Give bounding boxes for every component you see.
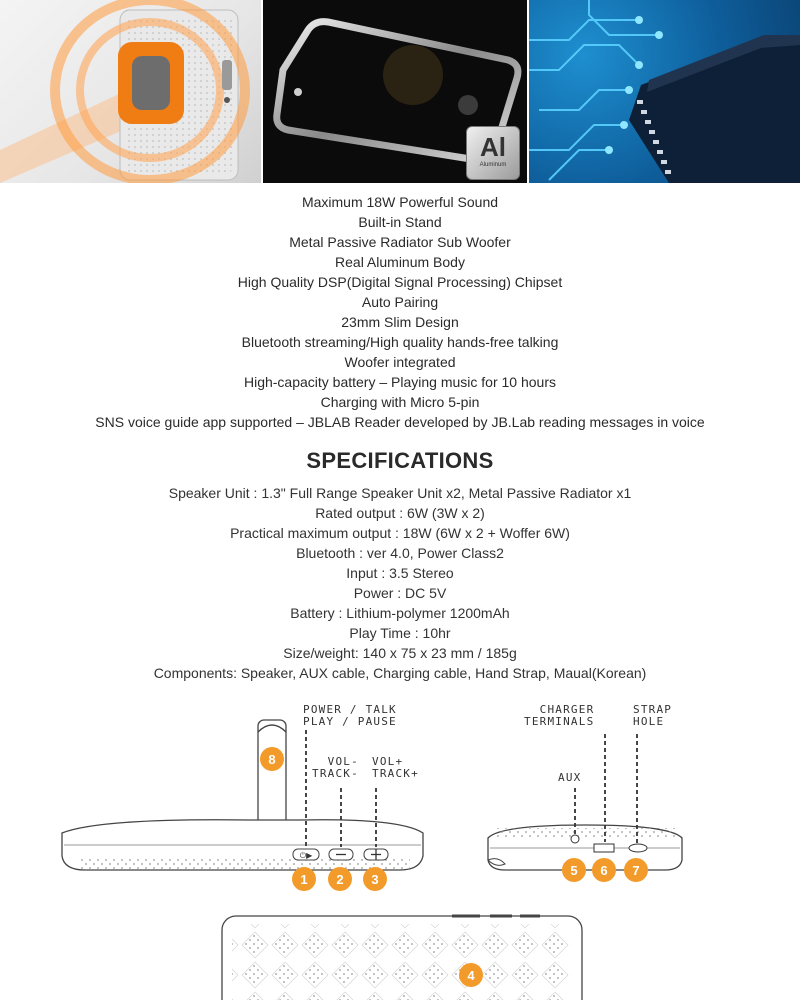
label-line: AUX — [558, 771, 582, 784]
badge-5 — [562, 858, 586, 882]
aluminum-badge — [466, 126, 520, 180]
spec-item: Size/weight: 140 x 75 x 23 mm / 185g — [283, 645, 517, 661]
aluminum-frame-photo — [263, 0, 527, 183]
label-line: TERMINALS — [524, 715, 595, 728]
feature-item: 23mm Slim Design — [341, 314, 459, 330]
feature-item: Maximum 18W Powerful Sound — [301, 194, 499, 210]
spec-item: Practical maximum output : 18W (6W x 2 + Woffer 6W) — [230, 525, 570, 541]
aluminum-badge-symbol: Al — [480, 132, 506, 162]
feature-item: High-capacity battery – Playing music for 10 hours — [243, 374, 557, 390]
diagram-drawing — [0, 690, 800, 1000]
badge-6 — [592, 858, 616, 882]
feature-item: High Quality DSP(Digital Signal Processing) Chipset — [237, 274, 563, 290]
badge-number: 1 — [300, 872, 308, 887]
spec-item: Bluetooth : ver 4.0, Power Class2 — [296, 545, 504, 561]
vol-plus-label — [372, 756, 419, 780]
strap-hole-label — [633, 704, 672, 728]
product-diagram — [0, 690, 800, 1000]
feature-item: Charging with Micro 5-pin — [320, 394, 480, 410]
label-line: STRAP — [633, 703, 673, 716]
badge-number: 4 — [467, 968, 475, 983]
badge-4 — [459, 963, 483, 987]
specifications-heading: SPECIFICATIONS — [306, 448, 494, 473]
label-line: VOL- — [327, 755, 359, 768]
label-line: TRACK+ — [372, 767, 419, 780]
aluminum-badge-caption: Aluminum — [479, 162, 507, 168]
spec-item: Speaker Unit : 1.3" Full Range Speaker Unit x2, Metal Passive Radiator x1 — [168, 485, 632, 501]
badge-number: 5 — [570, 863, 578, 878]
badge-number: 3 — [371, 872, 379, 887]
speaker-side-view — [62, 720, 423, 870]
feature-item: Built-in Stand — [358, 214, 442, 230]
feature-item: SNS voice guide app supported – JBLAB Reader developed by JB.Lab reading messages in voice — [95, 414, 705, 430]
chipset-illustration — [529, 0, 800, 183]
vol-minus-label — [312, 756, 359, 780]
charger-terminals-label — [524, 704, 594, 728]
badge-8 — [260, 747, 284, 771]
badge-1 — [292, 867, 316, 891]
speaker-front-view — [222, 916, 582, 1000]
power-button-icon: ⏻▶︎ — [299, 851, 313, 860]
speaker-bottom-view — [488, 734, 682, 870]
spec-item: Play Time : 10hr — [349, 625, 451, 641]
spec-item: Battery : Lithium-polymer 1200mAh — [290, 605, 510, 621]
specifications-list — [0, 483, 800, 683]
badge-3 — [363, 867, 387, 891]
badge-2 — [328, 867, 352, 891]
feature-item: Metal Passive Radiator Sub Woofer — [289, 234, 511, 250]
spec-item: Input : 3.5 Stereo — [346, 565, 454, 581]
product-photo-strip — [0, 0, 800, 183]
feature-item: Bluetooth streaming/High quality hands-free talking — [241, 334, 559, 350]
label-line: TRACK- — [312, 767, 359, 780]
label-line: HOLE — [633, 715, 665, 728]
label-line: VOL+ — [372, 755, 404, 768]
feature-item: Real Aluminum Body — [335, 254, 465, 270]
aux-label — [558, 772, 581, 784]
badge-number: 8 — [268, 752, 276, 767]
stand-photo — [0, 0, 261, 183]
spec-item: Components: Speaker, AUX cable, Charging cable, Hand Strap, Maual(Korean) — [153, 665, 647, 681]
badge-7 — [624, 858, 648, 882]
feature-list — [0, 192, 800, 432]
badge-number: 6 — [600, 863, 608, 878]
chipset-photo — [529, 0, 800, 183]
label-line: CHARGER — [539, 703, 595, 716]
power-talk-label — [303, 704, 397, 728]
spec-item: Rated output : 6W (3W x 2) — [315, 505, 485, 521]
feature-item: Woofer integrated — [344, 354, 456, 370]
label-line: POWER / TALK — [303, 703, 397, 716]
badge-number: 2 — [336, 872, 344, 887]
label-line: PLAY / PAUSE — [303, 715, 397, 728]
feature-item: Auto Pairing — [361, 294, 439, 310]
badge-number: 7 — [632, 863, 640, 878]
spec-item: Power : DC 5V — [353, 585, 447, 601]
speaker-stand-illustration — [0, 0, 261, 183]
